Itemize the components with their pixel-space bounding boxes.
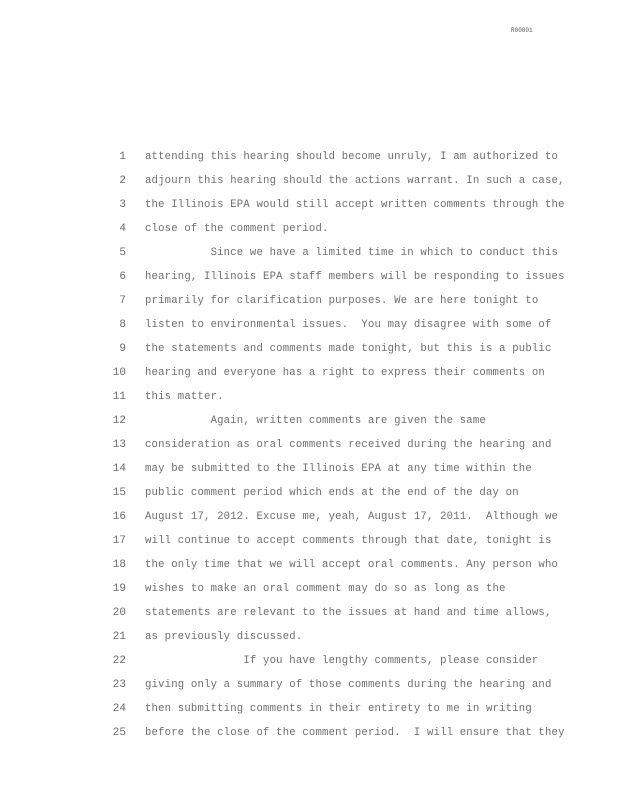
transcript-line bbox=[0, 438, 618, 462]
line-number: 22 bbox=[112, 655, 126, 667]
transcript-line bbox=[0, 726, 618, 750]
line-number: 14 bbox=[112, 463, 126, 475]
line-number: 5 bbox=[119, 247, 126, 259]
line-number: 2 bbox=[119, 175, 126, 187]
line-text: If you have lengthy comments, please consider bbox=[145, 655, 539, 667]
line-text: primarily for clarification purposes. We are here tonight to bbox=[145, 295, 539, 307]
transcript-line bbox=[0, 150, 618, 174]
line-text: close of the comment period. bbox=[145, 223, 329, 235]
line-text: statements are relevant to the issues at hand and time allows, bbox=[145, 607, 552, 619]
line-number: 10 bbox=[112, 367, 126, 379]
transcript-line bbox=[0, 390, 618, 414]
line-text: will continue to accept comments through that date, tonight is bbox=[145, 535, 552, 547]
transcript-line bbox=[0, 486, 618, 510]
line-text: then submitting comments in their entirety to me in writing bbox=[145, 703, 532, 715]
line-number: 19 bbox=[112, 583, 126, 595]
line-text: listen to environmental issues. You may disagree with some of bbox=[145, 319, 552, 331]
transcript-line bbox=[0, 630, 618, 654]
line-number: 15 bbox=[112, 487, 126, 499]
line-number: 13 bbox=[112, 439, 126, 451]
line-number: 16 bbox=[112, 511, 126, 523]
line-number: 9 bbox=[119, 343, 126, 355]
line-text: hearing and everyone has a right to express their comments on bbox=[145, 367, 545, 379]
line-text: giving only a summary of those comments during the hearing and bbox=[145, 679, 552, 691]
transcript-line bbox=[0, 222, 618, 246]
line-text: the only time that we will accept oral comments. Any person who bbox=[145, 559, 559, 571]
transcript-line bbox=[0, 342, 618, 366]
line-text: public comment period which ends at the end of the day on bbox=[145, 487, 519, 499]
line-text: August 17, 2012. Excuse me, yeah, August 17, 2011. Although we bbox=[145, 511, 559, 523]
page-id: R00801 bbox=[511, 27, 533, 34]
line-text: may be submitted to the Illinois EPA at any time within the bbox=[145, 463, 532, 475]
transcript-line bbox=[0, 294, 618, 318]
transcript-line bbox=[0, 654, 618, 678]
line-text: wishes to make an oral comment may do so as long as the bbox=[145, 583, 506, 595]
line-number: 20 bbox=[112, 607, 126, 619]
transcript-line bbox=[0, 606, 618, 630]
transcript-line bbox=[0, 678, 618, 702]
line-number: 25 bbox=[112, 727, 126, 739]
line-number: 17 bbox=[112, 535, 126, 547]
line-number: 23 bbox=[112, 679, 126, 691]
line-text: this matter. bbox=[145, 391, 224, 403]
line-number: 21 bbox=[112, 631, 126, 643]
transcript-line bbox=[0, 558, 618, 582]
line-text: consideration as oral comments received during the hearing and bbox=[145, 439, 552, 451]
line-number: 24 bbox=[112, 703, 126, 715]
line-number: 11 bbox=[112, 391, 126, 403]
transcript-line bbox=[0, 510, 618, 534]
line-text: as previously discussed. bbox=[145, 631, 303, 643]
line-number: 6 bbox=[119, 271, 126, 283]
transcript-line bbox=[0, 198, 618, 222]
transcript-line bbox=[0, 174, 618, 198]
line-number: 3 bbox=[119, 199, 126, 211]
transcript-line bbox=[0, 246, 618, 270]
line-text: the statements and comments made tonight, but this is a public bbox=[145, 343, 552, 355]
transcript-line bbox=[0, 702, 618, 726]
line-text: adjourn this hearing should the actions warrant. In such a case, bbox=[145, 175, 565, 187]
line-text: the Illinois EPA would still accept written comments through the bbox=[145, 199, 565, 211]
transcript-line bbox=[0, 366, 618, 390]
line-number: 18 bbox=[112, 559, 126, 571]
transcript-line bbox=[0, 414, 618, 438]
line-text: attending this hearing should become unruly, I am authorized to bbox=[145, 151, 559, 163]
line-number: 7 bbox=[119, 295, 126, 307]
line-number: 8 bbox=[119, 319, 126, 331]
transcript-line bbox=[0, 534, 618, 558]
transcript-line bbox=[0, 270, 618, 294]
line-text: Since we have a limited time in which to conduct this bbox=[145, 247, 559, 259]
line-number: 12 bbox=[112, 415, 126, 427]
line-text: hearing, Illinois EPA staff members will be responding to issues bbox=[145, 271, 565, 283]
transcript-line bbox=[0, 318, 618, 342]
line-number: 1 bbox=[119, 151, 126, 163]
line-number: 4 bbox=[119, 223, 126, 235]
line-text: Again, written comments are given the same bbox=[145, 415, 486, 427]
line-text: before the close of the comment period. I will ensure that they bbox=[145, 727, 565, 739]
transcript-line bbox=[0, 462, 618, 486]
transcript-line bbox=[0, 582, 618, 606]
